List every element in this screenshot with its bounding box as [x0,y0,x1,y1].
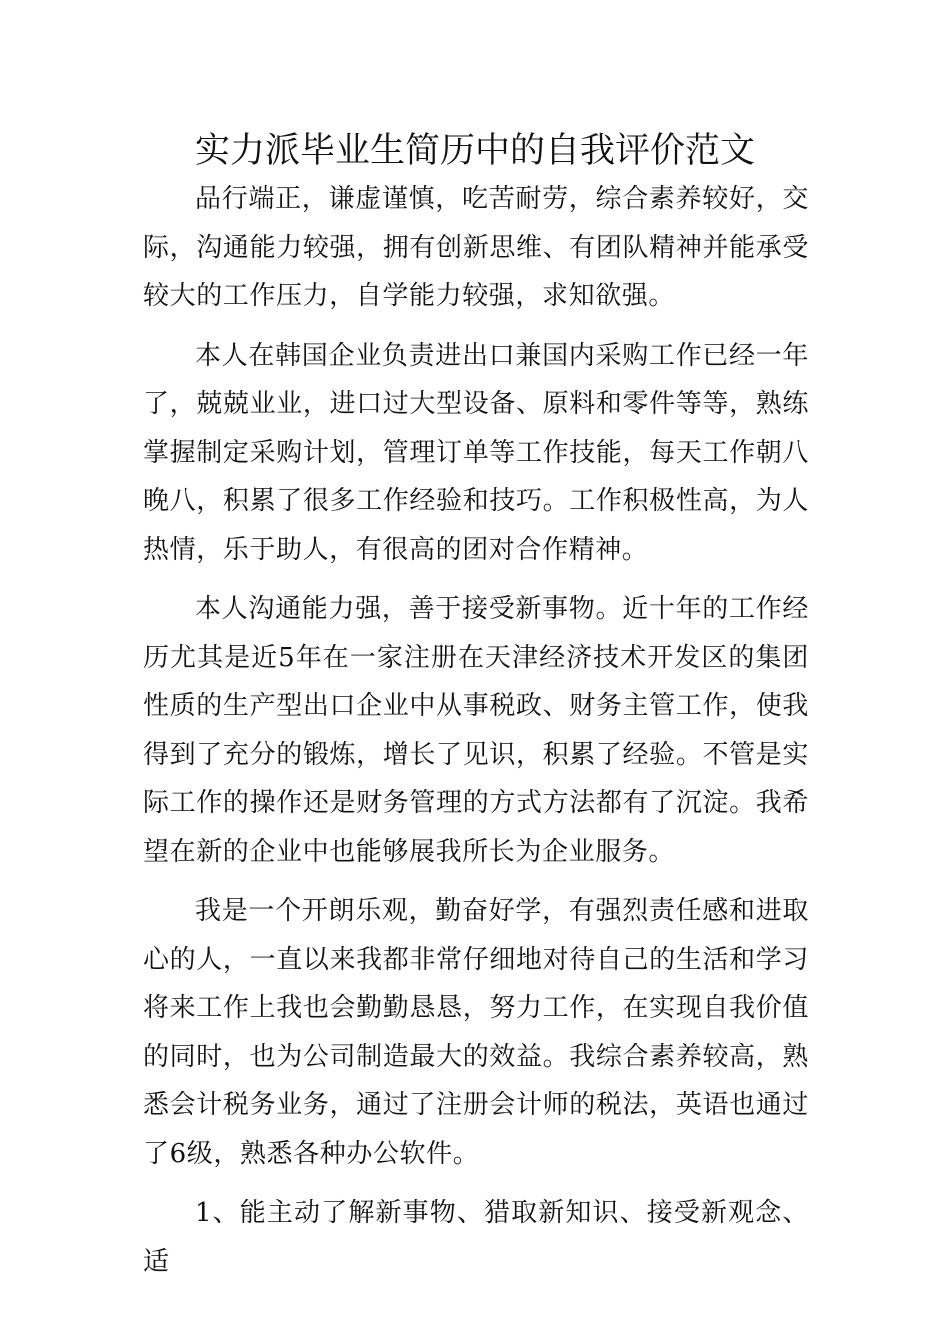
paragraph-3: 本人沟通能力强，善于接受新事物。近十年的工作经历尤其是近5年在一家注册在天津经济技术开发区的集团性质的生产型出口企业中从事税政、财务主管工作，使我得到了充分的锻炼，增长了见识，积累了经验。不管是实际工作的操作还是财务管理的方式方法都有了沉淀。我希望在新的企业中也能够展我所长为企业服务。 [143,594,809,867]
document-title: 实力派毕业生简历中的自我评价范文 [194,131,755,171]
paragraph-2: 本人在韩国企业负责进出口兼国内采购工作已经一年了，兢兢业业，进口过大型设备、原料和零件等等，熟练掌握制定采购计划，管理订单等工作技能，每天工作朝八晚八，积累了很多工作经验和技巧。工作积极性高，为人热情，乐于助人，有很高的团对合作精神。 [143,340,809,565]
paragraph-5: 1、能主动了解新事物、猎取新知识、接受新观念、适 [143,1198,809,1277]
paragraph-1: 品行端正，谦虚谨慎，吃苦耐劳，综合素养较好，交际，沟通能力较强，拥有创新思维、有团队精神并能承受较大的工作压力，自学能力较强，求知欲强。 [143,184,809,311]
document-body [143,175,809,1297]
paragraph-4: 我是一个开朗乐观，勤奋好学，有强烈责任感和进取心的人，一直以来我都非常仔细地对待自己的生活和学习将来工作上我也会勤勤恳恳，努力工作，在实现自我价值的同时，也为公司制造最大的效益。我综合素养较高，熟悉会计税务业务，通过了注册会计师的税法，英语也通过了6级，熟悉各种办公软件。 [143,896,809,1169]
